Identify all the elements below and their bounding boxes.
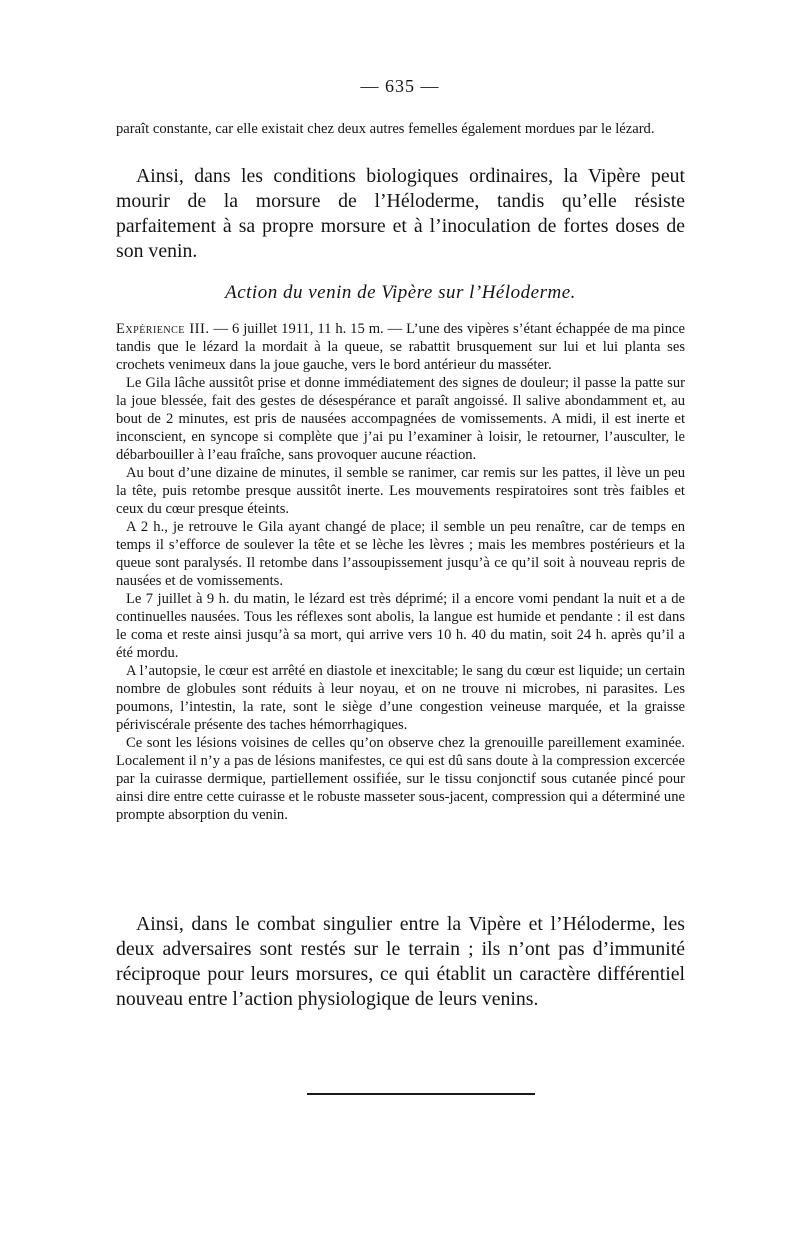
paragraph-experience bbox=[116, 320, 685, 374]
paragraph-7-juillet: Le 7 juillet à 9 h. du matin, le lézard est très déprimé; il a encore vomi pendant la nuit et a de continuelles nausées. Tous les réflexes sont abolis, la langue est humide et pendante : il est dans le coma et reste ainsi jusqu’à sa mort, qui arrive vers 10 h. 40 du matin, soit 24 h. après qu’il a été mordu. bbox=[116, 591, 685, 661]
paragraph-continuation: paraît constante, car elle existait chez deux autres femelles également mordues par le lézard. bbox=[116, 121, 655, 137]
paragraph-dizaine: Au bout d’une dizaine de minutes, il semble se ranimer, car remis sur les pattes, il lève un peu la tête, puis retombe presque aussitôt inerte. Les mouvements respiratoires sont très faibles et ceux du cœur presque éteints. bbox=[116, 465, 685, 517]
block-experience bbox=[116, 320, 685, 824]
paragraph-ainsi-combat: Ainsi, dans le combat singulier entre la Vipère et l’Héloderme, les deux adversaires sont restés sur le terrain ; ils n’ont pas d’immunité réciproque pour leurs morsures, ce qui établit un caractère différentiel nouveau entre l’action physiologique de leurs venins. bbox=[116, 913, 685, 1010]
experience-label: Expérience III. bbox=[116, 321, 210, 337]
block-top bbox=[116, 120, 685, 138]
paragraph-ainsi-conditions: Ainsi, dans les conditions biologiques ordinaires, la Vipère peut mourir de la morsure de l’Héloderme, tandis qu’elle résiste parfaitement à sa propre morsure et à l’inoculation de fortes doses de son venin. bbox=[116, 165, 685, 262]
paragraph-gila: Le Gila lâche aussitôt prise et donne immédiatement des signes de douleur; il passe la patte sur la joue blessée, fait des gestes de désespérance et paraît angoissé. Il salive abondamment et, au bout de 2 minutes, est pris de nausées accompagnées de vomissements. A midi, il est inerte et inconscient, en syncope si complète que j’ai pu l’examiner à loisir, le retourner, l’ausculter, le débarbouiller à l’eau fraîche, sans provoquer aucune réaction. bbox=[116, 375, 685, 463]
block-ainsi-1 bbox=[116, 164, 685, 264]
paragraph-autopsie: A l’autopsie, le cœur est arrêté en diastole et inexcitable; le sang du cœur est liquide; un certain nombre de globules sont réduits à leur noyau, et on ne trouve ni microbes, ni parasites. Les poumons, l’intestin, la rate, sont le siège d’une congestion veineuse marquée, et la graisse périviscérale présente des taches hémorrhagiques. bbox=[116, 663, 685, 733]
paragraph-2h: A 2 h., je retrouve le Gila ayant changé de place; il semble un peu renaître, car de temps en temps il s’efforce de soulever la tête et se lèche les lèvres ; mais les membres postérieurs et la queue sont paralysés. Il retombe dans l’assoupissement jusqu’à ce qu’il soit à nouveau repris de nausées et de vomissements. bbox=[116, 519, 685, 589]
paragraph-lesions: Ce sont les lésions voisines de celles qu’on observe chez la grenouille pareillement examinée. Localement il n’y a pas de lésions manifestes, ce qui est dû sans doute à la compression excercée par la cuirasse dermique, partiellement ossifiée, sur le tissu conjonctif sous cutanée pincé pour ainsi dire entre cette cuirasse et le robuste masseter sous-jacent, compression qui a déterminé une prompte absorption du venin. bbox=[116, 735, 685, 823]
page-number: — 635 — bbox=[360, 76, 440, 96]
block-ainsi-2 bbox=[116, 912, 685, 1012]
section-heading: Action du venin de Vipère sur l’Héloderme. bbox=[225, 282, 576, 303]
end-rule bbox=[307, 1093, 535, 1095]
experience-text: — 6 juillet 1911, 11 h. 15 m. — L’une des vipères s’étant échappée de ma pince tandis que le lézard la mordait à la queue, se rabattit brusquement sur lui et lui planta ses crochets venimeux dans la joue gauche, vers le bord antérieur du masséter. bbox=[116, 321, 685, 373]
